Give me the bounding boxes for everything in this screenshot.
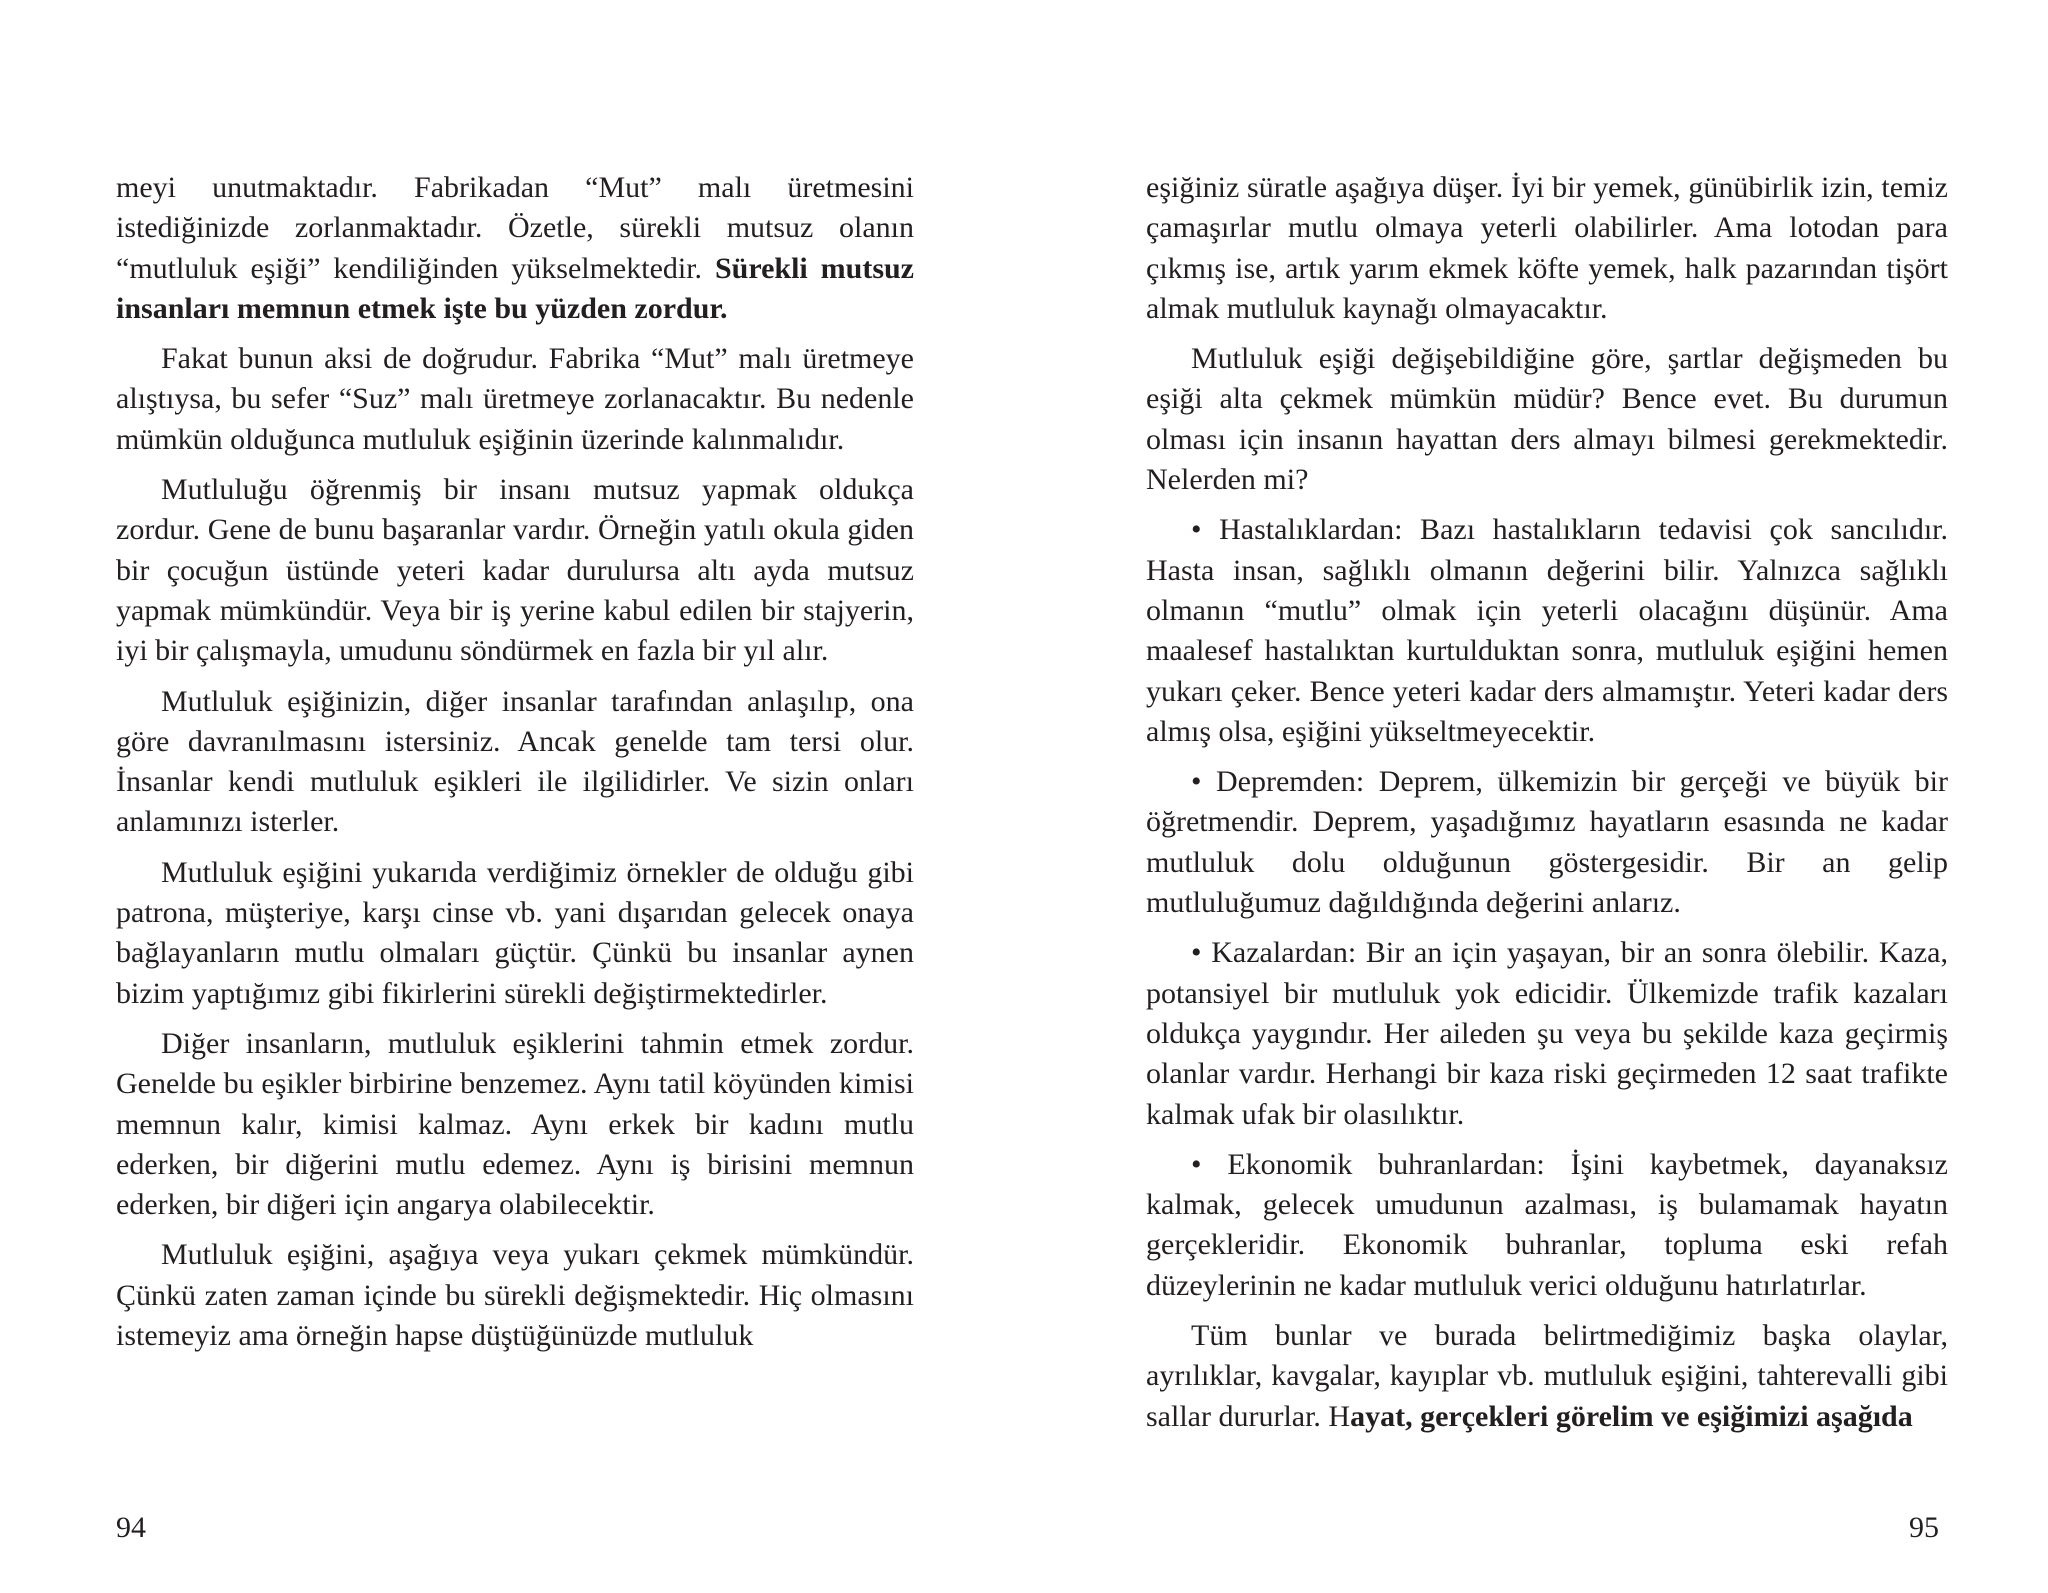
paragraph: Mutluluk eşiği değişebildiğine göre, şartlar değişmeden bu eşiği alta çekmek mümkün müdür? Bence evet. Bu durumun olması için insanın hayattan ders almayı bilmesi gerekmektedir. Nelerden mi? <box>1146 342 1948 497</box>
bullet-paragraph: • Depremden: Deprem, ülkemizin bir gerçeği ve büyük bir öğretmendir. Deprem, yaşadığımız hayatların esasında ne kadar mutluluk dolu olduğunun göstergesidir. Bir an gelip mutluluğumuz dağıldığında değerini anlarız. <box>1146 765 1948 920</box>
left-page <box>116 168 914 1356</box>
bullet-paragraph: • Hastalıklardan: Bazı hastalıkların tedavisi çok sancılıdır. Hasta insan, sağlıklı olmanın değerini bilir. Yalnızca sağlıklı olmanın “mutlu” olmak için yeterli olacağını düşünür. Ama maalesef hastalıktan kurtulduktan sonra, mutluluk eşiğini hemen yukarı çeker. Bence yeteri kadar ders almamıştır. Yeteri kadar ders almış olsa, eşiğini yükseltmeyecektir. <box>1146 513 1948 748</box>
paragraph: meyi unutmaktadır. Fabrikadan “Mut” malı üretmesini istediğinizde zorlanmaktadır. Özetle, sürekli mutsuz olanın “mutluluk eşiği” kendiliğinden yükselmektedir. Sürekli mutsuz insanları memnun etmek işte bu yüzden zordur. <box>116 171 914 325</box>
paragraph: Tüm bunlar ve burada belirtmediğimiz başka olaylar, ayrılıklar, kavgalar, kayıplar vb. mutluluk eşiğini, tahterevalli gibi sallar dururlar. Hayat, gerçekleri görelim ve eşiğimizi aşağıda <box>1146 1319 1948 1433</box>
page-number-right: 95 <box>1909 1511 1939 1544</box>
right-page <box>1146 168 1948 1437</box>
paragraph: eşiğiniz süratle aşağıya düşer. İyi bir yemek, günübirlik izin, temiz çamaşırlar mutlu olmaya yeterli olabilirler. Ama lotodan para çıkmış ise, artık yarım ekmek köfte yemek, halk pazarından tişört almak mutluluk kaynağı olmayacaktır. <box>1146 171 1948 325</box>
bold-text: Sürekli mutsuz insanları memnun etmek işte bu yüzden zordur. <box>116 251 914 325</box>
paragraph: Fakat bunun aksi de doğrudur. Fabrika “Mut” malı üretmeye alıştıysa, bu sefer “Suz” malı üretmeye zorlanacaktır. Bu nedenle mümkün olduğunca mutluluk eşiğinin üzerinde kalınmalıdır. <box>116 342 914 456</box>
paragraph: Diğer insanların, mutluluk eşiklerini tahmin etmek zordur. Genelde bu eşikler birbirine benzemez. Aynı tatil köyünden kimisi memnun kalır, kimisi kalmaz. Aynı erkek bir kadını mutlu ederken, bir diğerini mutlu edemez. Aynı iş birisini memnun ederken, bir diğeri için angarya olabilecektir. <box>116 1026 914 1222</box>
page-number-left: 94 <box>116 1511 146 1544</box>
paragraph: Mutluluk eşiğini yukarıda verdiğimiz örnekler de olduğu gibi patrona, müşteriye, karşı cinse vb. yani dışarıdan gelecek onaya bağlayanların mutlu olmaları güçtür. Çünkü bu insanlar aynen bizim yaptığımız gibi fikirlerini sürekli değiştirmektedirler. <box>116 855 914 1010</box>
bold-text: ayat, gerçekleri görelim ve eşiğimizi aşağıda <box>1350 1399 1913 1433</box>
paragraph: Mutluluk eşiğinizin, diğer insanlar tarafından anlaşılıp, ona göre davranılmasını istersiniz. Ancak genelde tam tersi olur. İnsanlar kendi mutluluk eşikleri ile ilgilidirler. Ve sizin onları anlamınızı isterler. <box>116 684 914 839</box>
paragraph: Mutluluk eşiğini, aşağıya veya yukarı çekmek mümkündür. Çünkü zaten zaman içinde bu sürekli değişmektedir. Hiç olmasını istemeyiz ama örneğin hapse düştüğünüzde mutluluk <box>116 1238 914 1353</box>
bullet-paragraph: • Ekonomik buhranlardan: İşini kaybetmek, dayanaksız kalmak, gelecek umudunun azalması, iş bulamamak hayatın gerçekleridir. Ekonomik buhranlar, topluma eski refah düzeylerinin ne kadar mutluluk verici olduğunu hatırlatırlar. <box>1146 1147 1948 1302</box>
bullet-paragraph: • Kazalardan: Bir an için yaşayan, bir an sonra ölebilir. Kaza, potansiyel bir mutluluk yok edicidir. Ülkemizde trafik kazaları oldukça yaygındır. Her aileden şu veya bu şekilde kaza geçirmiş olanlar vardır. Herhangi bir kaza riski geçirmeden 12 saat trafikte kalmak ufak bir olasılıktır. <box>1146 936 1948 1131</box>
paragraph: Mutluluğu öğrenmiş bir insanı mutsuz yapmak oldukça zordur. Gene de bunu başaranlar vardır. Örneğin yatılı okula giden bir çocuğun üstünde yeteri kadar durulursa altı ayda mutsuz yapmak mümkündür. Veya bir iş yerine kabul edilen bir stajyerin, iyi bir çalışmayla, umudunu söndürmek en fazla bir yıl alır. <box>116 473 914 668</box>
